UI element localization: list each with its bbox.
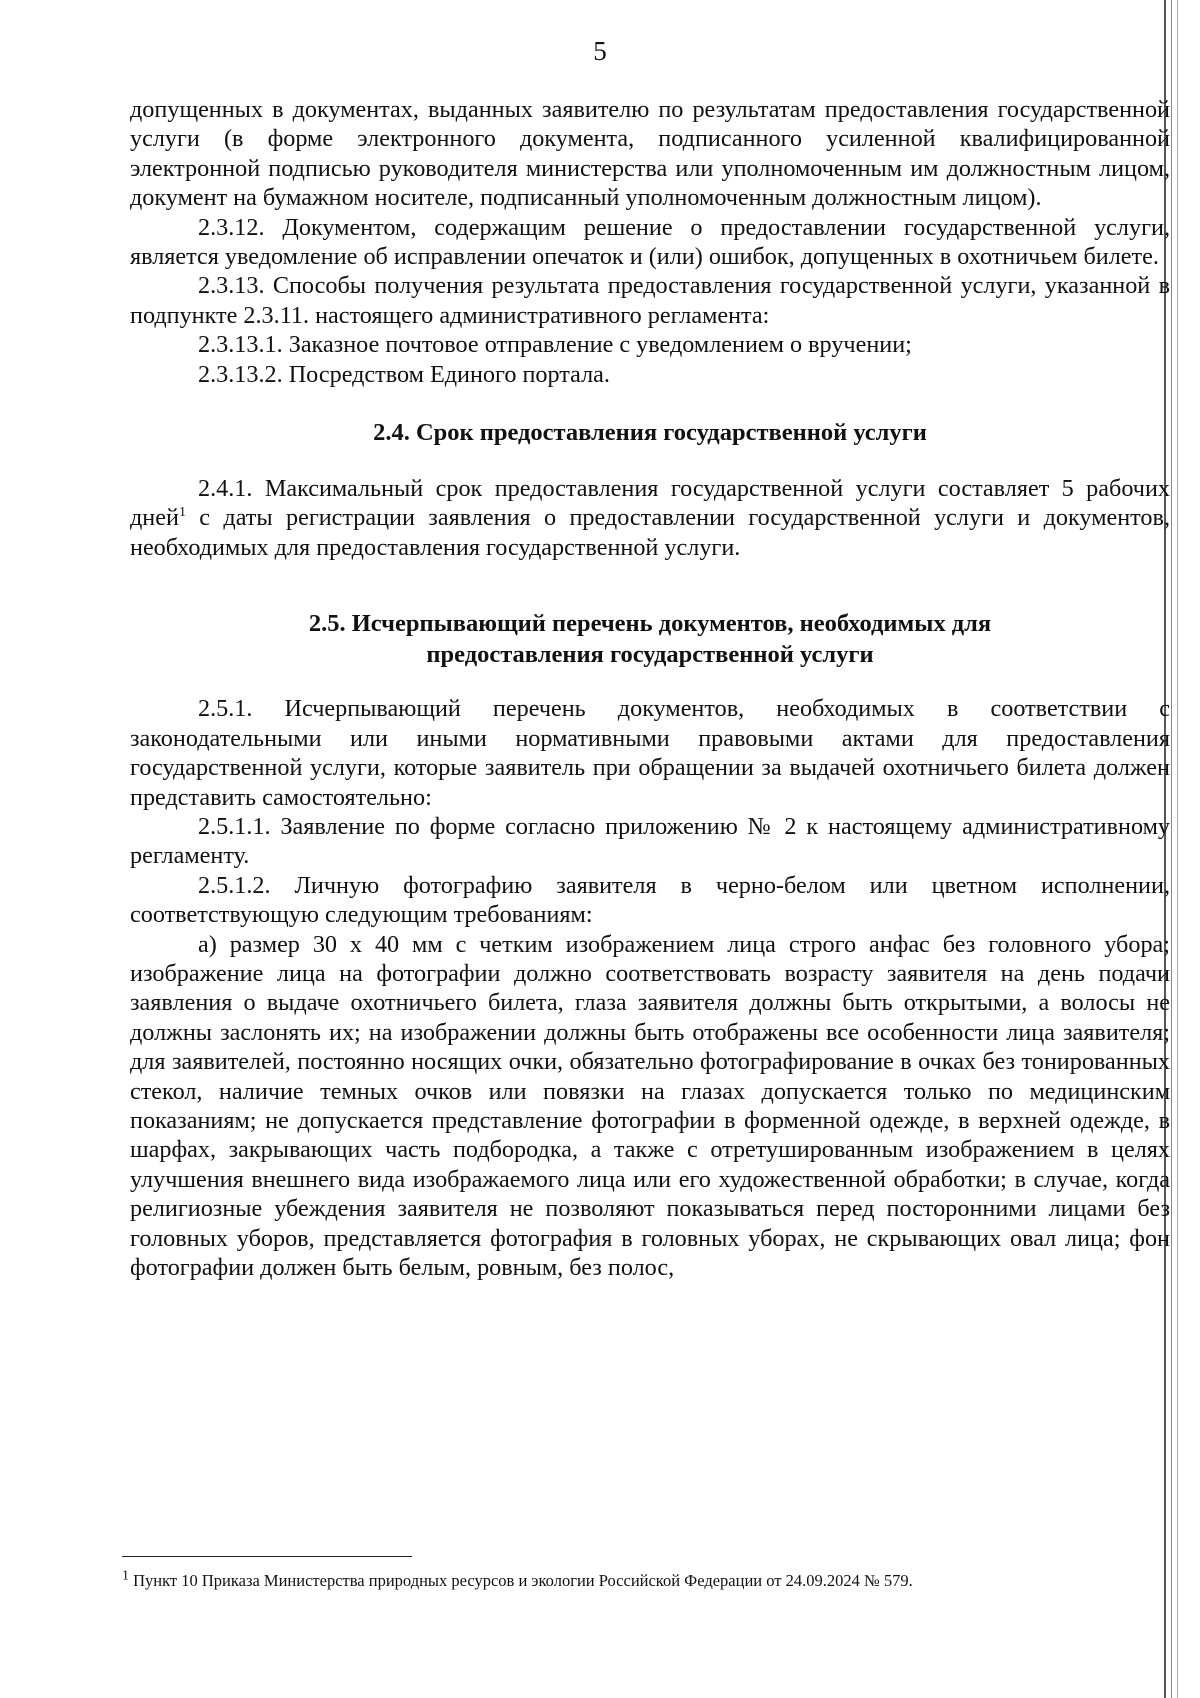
scan-edge-line [1177,0,1178,1698]
scan-edge-line [1171,0,1172,1698]
paragraph-2-4-1-text: 2.4.1. Максимальный срок предоставления государственной услуги составляет 5 рабочих дней [130,475,1170,532]
page-number: 5 [593,36,607,66]
paragraph-2-3-13: 2.3.13. Способы получения результата предоставления государственной услуги, указанной в подпункте 2.3.11. настоящего административного регламента: [130,272,1170,329]
section-heading-2-4: 2.4. Срок предоставления государственной услуги [373,419,927,447]
paragraph-2-3-13-1: 2.3.13.1. Заказное почтовое отправление с уведомлением о вручении; [198,331,912,359]
footnote-reference: 1 [178,505,186,521]
paragraph-2-5-1: 2.5.1. Исчерпывающий перечень документов, необходимых в соответствии с законодательными или иными нормативными правовыми актами для предоставления государственной услуги, которые заявитель при обращении за выдачей охотничьего билета должен представить самостоятельно: [130,695,1170,811]
footnote-divider [122,1556,412,1557]
section-heading-2-5-line2: предоставления государственной услуги [426,641,874,669]
section-heading-2-5-line1: 2.5. Исчерпывающий перечень документов, необходимых для [308,610,992,638]
paragraph-2-5-1-2: 2.5.1.2. Личную фотографию заявителя в черно-белом или цветном исполнении, соответствующую следующим требованиям: [130,871,1170,929]
paragraph-photo-requirements: а) размер 30 х 40 мм с четким изображением лица строго анфас без головного убора; изображение лица на фотографии должно соответствовать возрасту заявителя на день подачи заявления о выдаче охотничьего билета, глаза заявителя должны быть открытыми, а волосы не должны заслонять их; на изображении должны быть отображены все особенности лица заявителя; для заявителей, постоянно носящих очки, обязательно фотографирование в очках без тонированных стекол, наличие темных очков или повязки на глазах допускается только по медицинским показаниям; не допускается представление фотографии в форменной одежде, в верхней одежде, в шарфах, закрывающих часть подбородка, а также с отретушированным изображением в целях улучшения внешнего вида изображаемого лица или его художественной обработки; в случае, когда религиозные убеждения заявителя не позволяют показываться перед посторонними лицами без головных уборов, представляется фотография в головных уборах, не скрывающих овал лица; фон фотографии должен быть белым, ровным, без полос, [130,930,1170,1281]
paragraph-2-5-1-1: 2.5.1.1. Заявление по форме согласно приложению № 2 к настоящему административному регламенту. [130,812,1170,870]
footnote [122,1568,1122,1591]
paragraph-continuation: допущенных в документах, выданных заявителю по результатам предоставления государственной услуги (в форме электронного документа, подписанного усиленной квалифицированной электронной подписью руководителя министерства или уполномоченным им должностным лицом, документ на бумажном носителе, подписанный уполномоченным должностным лицом). [130,96,1170,212]
footnote-text: Пункт 10 Приказа Министерства природных ресурсов и экологии Российской Федерации от 24.09.2024 № 579. [129,1571,913,1590]
paragraph-2-4-1 [130,474,1170,562]
document-body [130,95,1170,1282]
paragraph-2-4-1-text-end: с даты регистрации заявления о предоставлении государственной услуги и документов, необходимых для предоставления государственной услуги. [130,504,1170,561]
paragraph-2-3-13-2: 2.3.13.2. Посредством Единого портала. [198,360,610,388]
footnote-number: 1 [122,1568,129,1584]
section-heading-2-5 [130,608,1170,670]
paragraph-2-3-12: 2.3.12. Документом, содержащим решение о предоставлении государственной услуги, является уведомление об исправлении опечаток и (или) ошибок, допущенных в охотничьем билете. [130,213,1170,271]
